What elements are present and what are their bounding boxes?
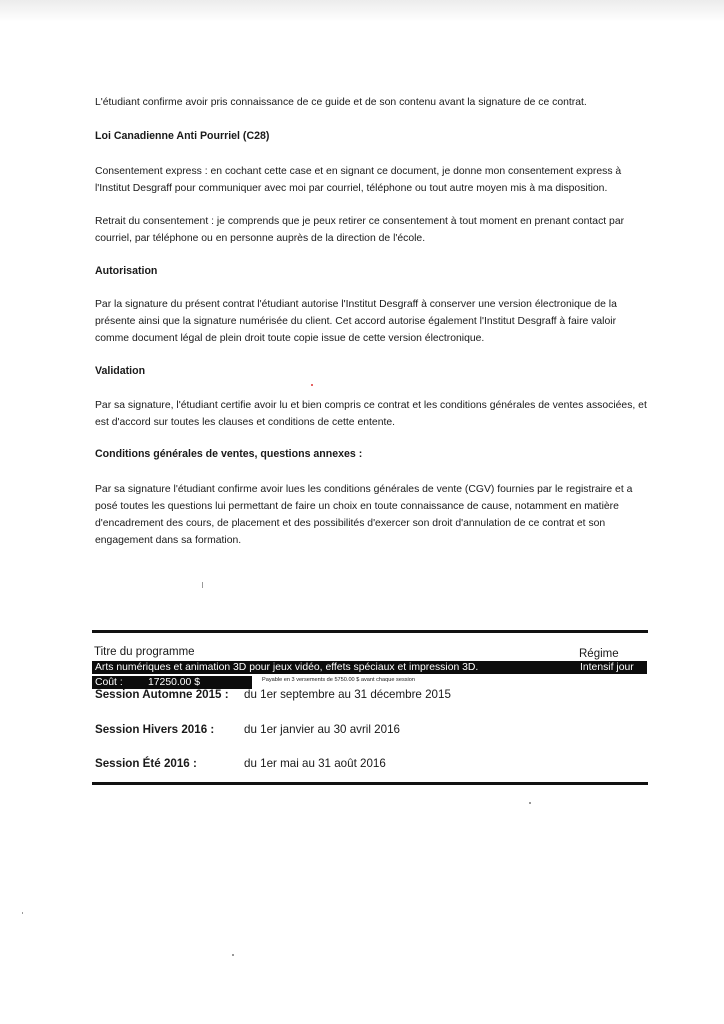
cgv-line: d'encadrement des cours, de placement et des possibilités d'exercer son droit d'annulation de ce contrat et son xyxy=(95,518,606,529)
cgv-paragraph xyxy=(95,481,665,549)
ink-speck xyxy=(232,954,234,956)
scan-shadow xyxy=(0,0,724,22)
intro-paragraph xyxy=(95,94,665,111)
cgv-heading: Conditions générales de ventes, questions annexes : xyxy=(95,448,363,460)
cost-value: 17250.00 $ xyxy=(148,677,201,688)
consent-line: l'Institut Desgraff pour communiquer avec moi par courriel, téléphone ou tout autre moyen mis à ma disposition. xyxy=(95,183,608,194)
ink-speck xyxy=(22,912,23,914)
program-title-label: Titre du programme xyxy=(94,646,195,658)
ink-speck xyxy=(311,384,313,386)
session-autumn-label: Session Automne 2015 : xyxy=(95,688,229,701)
program-top-rule xyxy=(92,630,648,633)
program-bottom-rule xyxy=(92,782,648,785)
session-winter-label: Session Hivers 2016 : xyxy=(95,723,215,736)
consent-line: Consentement express : en cochant cette case et en signant ce document, je donne mon consentement express à xyxy=(95,166,622,177)
cost-label: Coût : xyxy=(95,677,123,688)
autorisation-line: comme document légal de plein droit toute copie issue de cette version électronique. xyxy=(95,333,485,344)
validation-line: Par sa signature, l'étudiant certifie avoir lu et bien compris ce contrat et les conditions générales de ventes associées, et xyxy=(95,400,647,411)
retrait-line: courriel, par téléphone ou en personne auprès de la direction de l'école. xyxy=(95,233,426,244)
autorisation-line: présente ainsi que la signature numérisée du client. Cet accord autorise également l'Institut Desgraff à faire valoir xyxy=(95,316,617,327)
cgv-line: posé toutes les questions lui permettant de faire un choix en toute connaissance de cause, notamment en matière xyxy=(95,501,619,512)
autorisation-heading: Autorisation xyxy=(95,265,158,277)
autorisation-paragraph xyxy=(95,296,665,347)
session-winter-dates: du 1er janvier au 30 avril 2016 xyxy=(244,723,400,736)
program-title-value: Arts numériques et animation 3D pour jeux vidéo, effets spéciaux et impression 3D. xyxy=(95,662,479,673)
regime-value: Intensif jour xyxy=(580,662,634,673)
retrait-paragraph xyxy=(95,213,665,247)
retrait-line: Retrait du consentement : je comprends que je peux retirer ce consentement à tout moment en prenant contact par xyxy=(95,216,625,227)
validation-heading: Validation xyxy=(95,365,146,377)
session-summer-label: Session Été 2016 : xyxy=(95,757,197,770)
ink-speck xyxy=(202,582,203,588)
cgv-line: Par sa signature l'étudiant confirme avoir lues les conditions générales de vente (CGV) fournies par le registraire et a xyxy=(95,484,633,495)
validation-line: est d'accord sur toutes les clauses et conditions de cette entente. xyxy=(95,417,396,428)
loi-heading: Loi Canadienne Anti Pourriel (C28) xyxy=(95,130,270,142)
autorisation-line: Par la signature du présent contrat l'étudiant autorise l'Institut Desgraff à conserver une version électronique de la xyxy=(95,299,617,310)
regime-label: Régime xyxy=(579,648,619,660)
payment-note: Payable en 3 versements de 5750.00 $ avant chaque session xyxy=(262,677,416,683)
session-autumn-dates: du 1er septembre au 31 décembre 2015 xyxy=(244,688,451,701)
consent-paragraph xyxy=(95,163,665,197)
validation-paragraph xyxy=(95,397,665,431)
ink-speck xyxy=(529,802,531,804)
session-summer-dates: du 1er mai au 31 août 2016 xyxy=(244,757,386,770)
intro-text: L'étudiant confirme avoir pris connaissance de ce guide et de son contenu avant la signature de ce contrat. xyxy=(95,97,587,108)
cgv-line: engagement dans sa formation. xyxy=(95,535,242,546)
